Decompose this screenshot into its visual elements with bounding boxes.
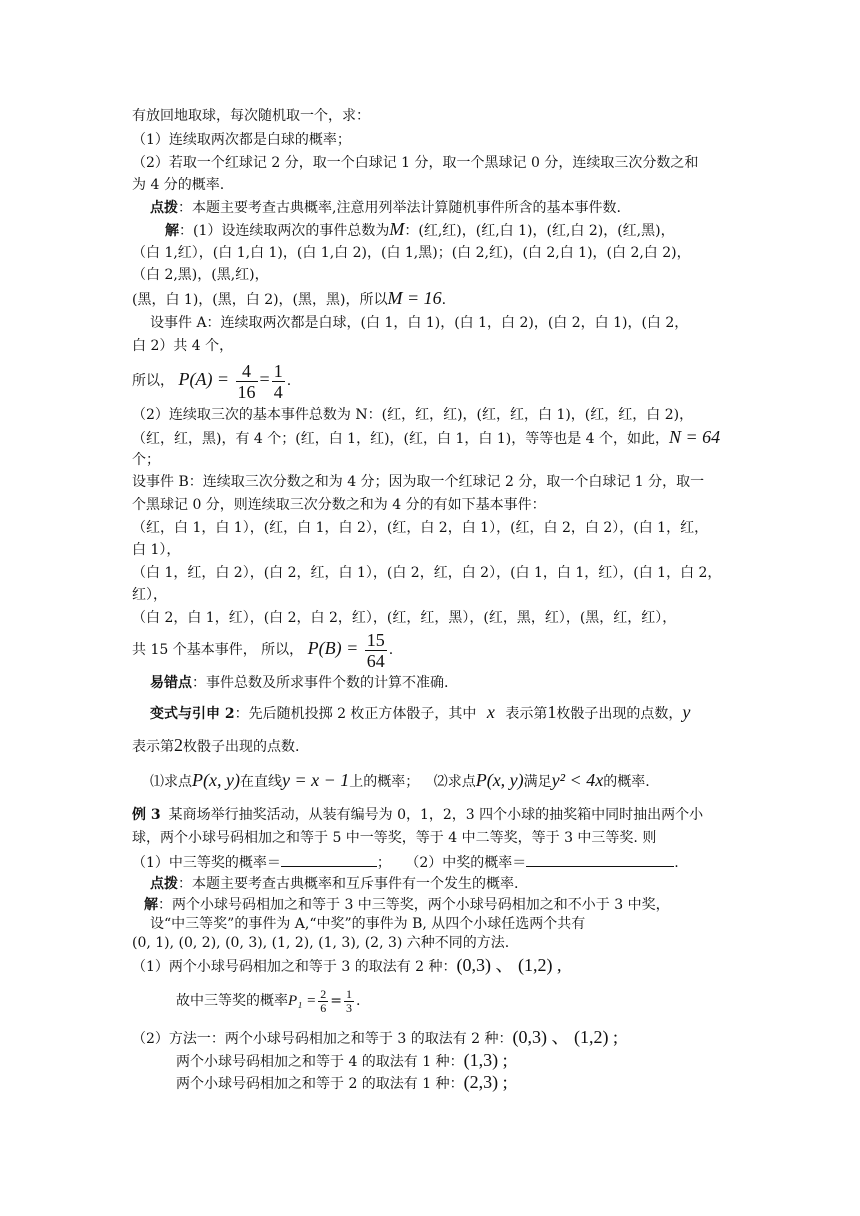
answer-blank-2[interactable]	[526, 852, 674, 867]
solution-label: 解	[165, 223, 179, 239]
formula-line: 故中三等奖的概率P₁ = $\frac{2}{6}$ = $\frac{1}{3}$ .	[176, 986, 361, 1015]
math-expression: N = 64	[669, 427, 721, 447]
answer-blank-1[interactable]	[281, 852, 377, 867]
text-span: ⑵求点	[433, 774, 476, 790]
text-line: 球，两个小球号码相加之和等于 5 中一等奖，等于 4 中二等奖，等于 3 中三等奖. 则	[132, 830, 657, 846]
text-span: 枚骰子出现的点数，	[556, 706, 683, 722]
variant-label: 变式与引申 2	[150, 706, 235, 722]
hint-line	[150, 875, 518, 893]
example-label: 例 3	[132, 807, 161, 823]
pitfall-text: ：事件总数及所求事件个数的计算不准确.	[192, 675, 449, 691]
fraction	[318, 988, 328, 1015]
text-line: 红），	[132, 587, 167, 603]
solution-text: ：(1）设连续取两次的事件总数为	[179, 223, 390, 239]
text-line: （白 2，白 1，红），(白 2，白 2，红），(红，红，黑），(红，黑，红），(黑，红，红），	[132, 610, 677, 626]
text-span: （2）中奖的概率＝	[405, 855, 527, 871]
text-span: （1）两个小球号码相加之和等于 3 的取法有 2 种：	[132, 959, 457, 975]
text-line: （1）连续取两次都是白球的概率；	[132, 132, 351, 148]
text-line: 设事件 A：连续取两次都是白球，(白 1，白 1)，(白 1，白 2)，(白 2，白 1)，(白 2，	[150, 315, 689, 331]
fraction-numerator: 15	[366, 629, 385, 650]
text-span: 在直线	[239, 774, 282, 790]
text-line: （白 1,红），(白 1,白 1)，(白 1,白 2)，(白 1,黑)；(白 2,红)，(白 2,白 1)，(白 2,白 2)，	[132, 245, 691, 261]
fill-blank-line	[132, 852, 679, 872]
text-span: 表示第	[132, 739, 174, 755]
fraction	[236, 361, 258, 402]
text-line: (0, 1), (0, 2), (0, 3), (1, 2), (1, 3), (2, 3) 六种不同的方法.	[132, 935, 510, 951]
text-span: 两个小球号码相加之和等于 2 的取法有 1 种：	[176, 1076, 464, 1092]
fraction-numerator: 2	[320, 986, 327, 1001]
text-line	[132, 956, 562, 976]
variant-line	[150, 703, 690, 723]
text-line: 白 1），	[132, 542, 181, 558]
text-span: 的概率.	[603, 774, 650, 790]
math-expression: P(B) =	[307, 638, 359, 658]
text-line	[176, 1073, 508, 1093]
text-line: （白 2,黑)，(黑,红)，	[132, 267, 269, 283]
fraction-numerator: 4	[236, 361, 258, 382]
solution-text: ：(红,红)，(红,白 1)，(红,白 2)，(红,黑)，	[404, 223, 675, 239]
text-span: 某商场举行抽奖活动，从装有编号为 0，1，2，3 四个小球的抽奖箱中同时抽出两个小	[168, 807, 704, 823]
hint-label: 点拨	[150, 200, 178, 216]
text-line: 个；	[132, 452, 160, 468]
solution-label: 解	[144, 897, 158, 913]
math-expression: (0,3) 、 (1,2) ,	[456, 955, 562, 975]
math-expression: (0,3) 、 (1,2) ;	[512, 1027, 619, 1047]
text-line: （白 1，红，白 2），(白 2，红，白 1），(白 2，红，白 2），(白 1，白 1，红），(白 1，白 2，	[132, 565, 722, 581]
math-expression: P₁ =	[288, 993, 317, 1009]
text-line: 设“中三等奖”的事件为 A,“中奖”的事件为 B, 从四个小球任选两个共有	[150, 916, 586, 932]
fraction-numerator: 1	[345, 986, 352, 1001]
text-line: 设事件 B：连续取三次分数之和为 4 分；因为取一个红球记 2 分，取一个白球记 1 分，取一	[132, 474, 705, 490]
math-expression: y² < 4x	[551, 770, 604, 790]
fraction-denominator: 3	[345, 1000, 352, 1015]
math-expression: y = x − 1	[281, 770, 350, 790]
fraction-denominator: 4	[273, 381, 283, 402]
text-span: (黑，白 1)，(黑，白 2)，(黑，黑)，所以	[132, 292, 388, 308]
text-span: 满足	[523, 774, 552, 790]
text-span: 枚骰子出现的点数.	[183, 739, 300, 755]
math-number: 2	[174, 735, 183, 755]
pitfall-line	[150, 674, 448, 692]
fraction-numerator: 1	[273, 360, 283, 381]
hint-line	[150, 199, 621, 217]
text-line: （2）连续取三次的基本事件总数为 N：(红，红，红)，(红，红，白 1)，(红，红，白 2)，	[132, 407, 694, 423]
math-expression: M = 16	[387, 288, 442, 308]
hint-label: 点拨	[150, 876, 178, 892]
solution-line	[144, 896, 670, 914]
text-line	[176, 1051, 508, 1071]
text-line: 白 2）共 4 个，	[132, 338, 234, 354]
math-expression: (2,3) ;	[463, 1072, 508, 1092]
text-line: （红，白 1，白 1），(红，白 1，白 2），(红，白 2，白 1），(红，白 2，白 2），(白 1，红，	[132, 520, 709, 536]
hint-text: ：本题主要考查古典概率,注意用列举法计算随机事件所含的基本事件数.	[178, 200, 621, 216]
text-line	[132, 428, 720, 448]
math-expression: P(x, y)	[192, 770, 240, 790]
text-line: 个黑球记 0 分，则连续取三次分数之和为 4 分的有如下基本事件：	[132, 497, 546, 513]
text-span: （1）中三等奖的概率＝	[132, 855, 281, 871]
fraction	[272, 361, 285, 402]
text-line: （2）若取一个红球记 2 分，取一个白球记 1 分，取一个黑球记 0 分，连续取三次分数之和	[132, 155, 699, 171]
text-span: 表示第	[505, 706, 548, 722]
example-line	[132, 806, 703, 824]
text-line	[132, 736, 299, 756]
fraction-denominator: 64	[366, 650, 385, 671]
solution-line	[165, 220, 675, 240]
text-span: ：先后随机投掷 2 枚正方体骰子，其中	[234, 706, 477, 722]
formula-line: 所以， P(A) = $\frac{4}{16}$ = $\frac{1}{4}$ .	[132, 360, 292, 402]
text-span: （红，红，黑)，有 4 个；(红，白 1，红)，(红，白 1，白 1)，等等也是 4 个，如此，	[132, 431, 669, 447]
hint-text: ：本题主要考查古典概率和互斥事件有一个发生的概率.	[178, 876, 519, 892]
question-line	[150, 771, 650, 791]
text-span: 故中三等奖的概率	[176, 993, 288, 1009]
text-span: .	[441, 292, 447, 308]
math-expression: P(x, y)	[475, 770, 524, 790]
formula-line: 共 15 个基本事件， 所以， P(B) = $\frac{15}{64}$ .	[132, 629, 394, 671]
text-line: 为 4 分的概率.	[132, 177, 225, 193]
text-span: 所以，	[132, 373, 174, 389]
fraction	[344, 988, 354, 1015]
text-span: ；	[376, 855, 391, 871]
text-span: （2）方法一：两个小球号码相加之和等于 3 的取法有 2 种：	[132, 1031, 513, 1047]
math-expression: P(A) =	[178, 369, 230, 389]
math-var: M	[389, 219, 405, 239]
math-var: x	[486, 702, 495, 722]
text-span: ⑴求点	[150, 774, 192, 790]
text-line: 有放回地取球，每次随机取一个，求：	[132, 108, 370, 124]
text-line	[132, 289, 446, 309]
fraction-denominator: 6	[320, 1000, 327, 1015]
math-expression: (1,3) ;	[463, 1050, 508, 1070]
fraction-denominator: 16	[237, 381, 256, 402]
fraction	[365, 630, 387, 671]
text-line	[132, 1028, 618, 1048]
text-span: 两个小球号码相加之和等于 4 的取法有 1 种：	[176, 1054, 464, 1070]
text-span: ：	[158, 897, 172, 913]
text-span: 两个小球号码相加之和等于 3 中三等奖，两个小球号码相加之和不小于 3 中奖，	[172, 897, 670, 913]
pitfall-label: 易错点	[150, 675, 192, 691]
text-span: .	[674, 855, 679, 871]
text-span: 共 15 个基本事件， 所以，	[132, 642, 304, 658]
math-var: y	[682, 702, 691, 722]
text-span: 上的概率；	[349, 774, 420, 790]
math-number: 1	[547, 702, 557, 722]
